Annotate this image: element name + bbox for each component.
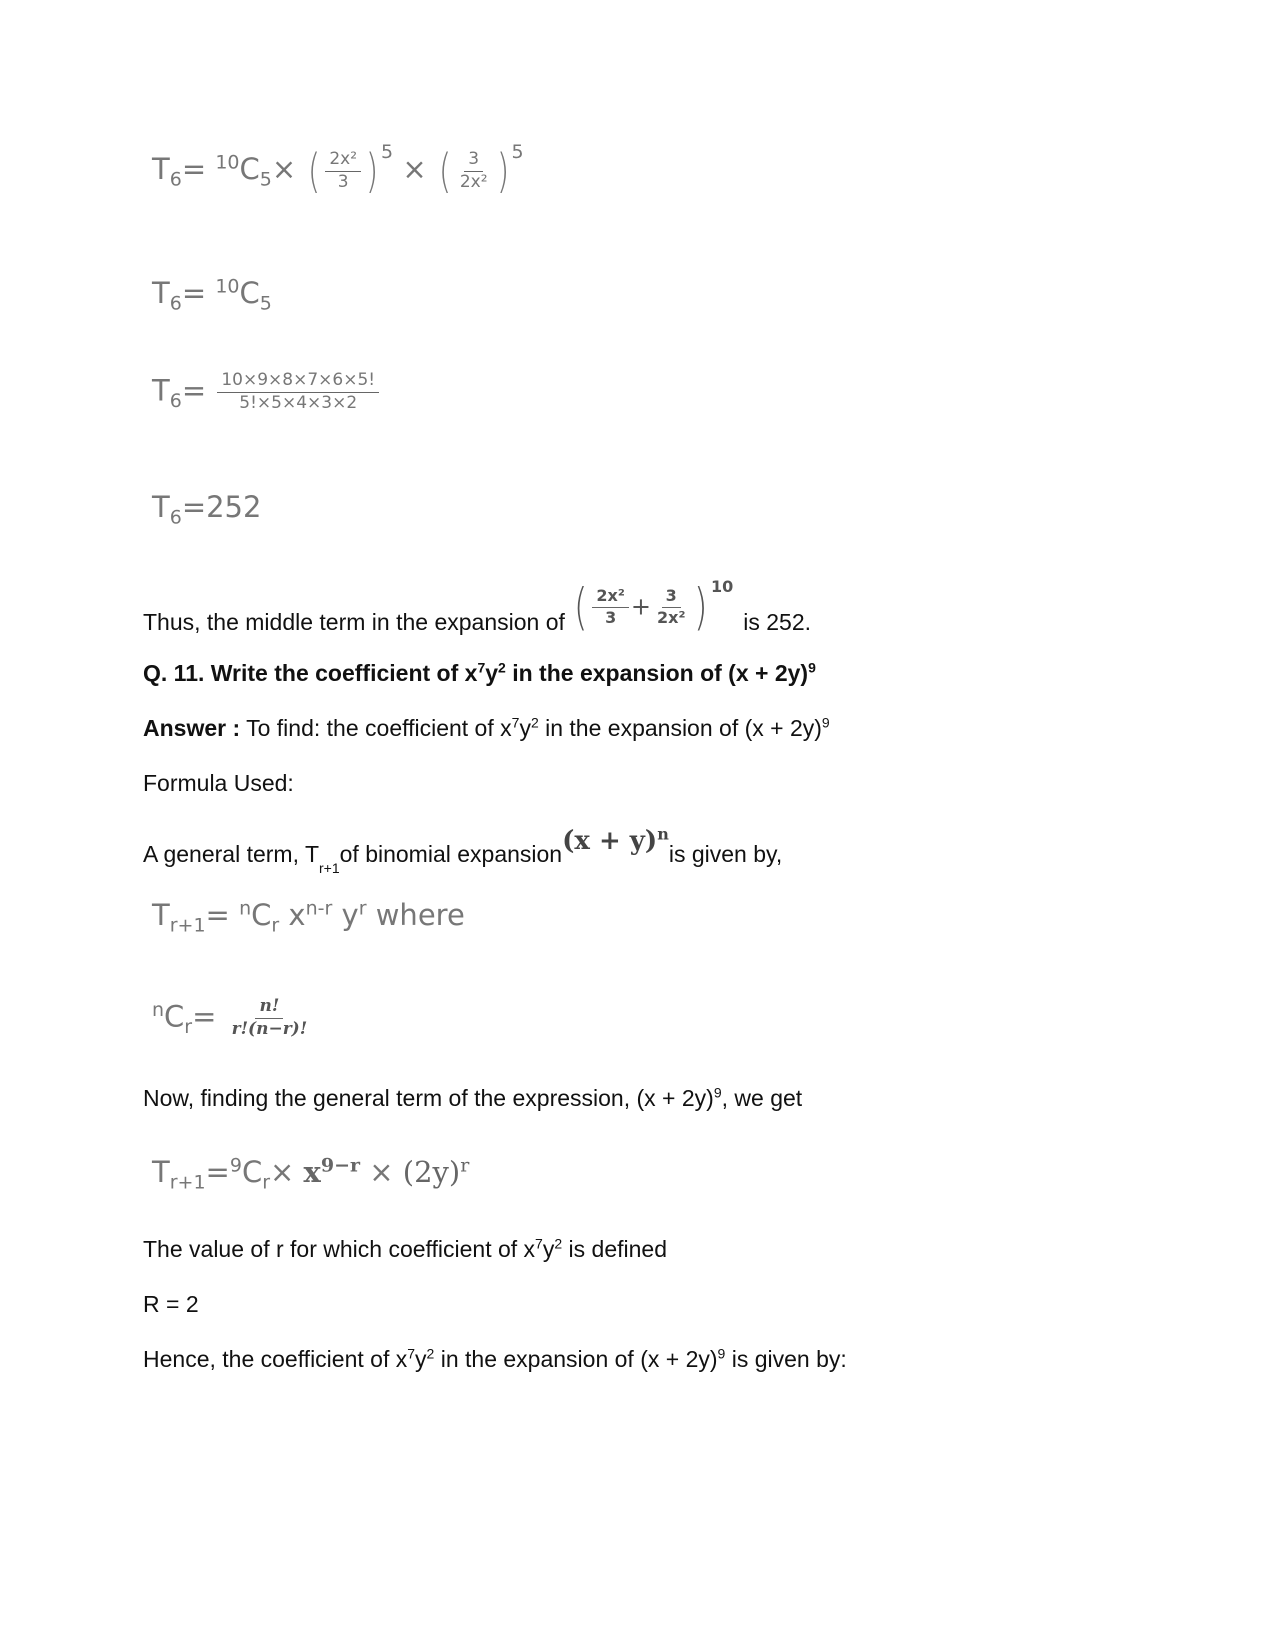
middle-term-statement: Thus, the middle term in the expansion of ( $\frac{\text{2x²}}{3}$ + $\frac{3}{\text{2x²}}$ ) $^{10}$ is 252.	[143, 577, 812, 636]
equation-t6-factorial: $T_6=$ $\frac{10\times 9\times 8\times 7\times 6\times 5!}{5!\times 5\times 4\times 3\times 2}$	[152, 372, 381, 413]
equation-t6-combination: $T_6= ^{10}C_5$	[152, 275, 272, 315]
formula-used-label: Formula Used:	[143, 770, 294, 796]
question-11: Q. 11. Write the coefficient of $x^7y^2$ in the expansion of $(x + 2y)^9$	[143, 659, 816, 686]
equation-t6-expansion: $T_6= ^{10}C_5\times$ ( $\frac{\text{2x²}}{3}$ ) $^5$ × ( $\frac{3}{\text{2x²}}$ ) $^5$	[152, 141, 524, 198]
hence-statement: Hence, the coefficient of $x^7y^2$ in the expansion of $(x + 2y)^9$ is given by:	[143, 1345, 847, 1372]
value-of-r-statement: The value of r for which coefficient of $x^7y^2$ is defined	[143, 1235, 667, 1262]
now-finding-statement: Now, finding the general term of the expression, $(x + 2y)^9$, we get	[143, 1084, 803, 1111]
general-term-statement: A general term, T r+1 of binomial expansion $(x + y)^n$ is given by,	[143, 824, 783, 876]
equation-t6-result: $T_6=252$	[152, 490, 262, 529]
answer-label: Answer :	[143, 715, 241, 741]
answer-intro: Answer : To find: the coefficient of $x^7y^2$ in the expansion of $(x + 2y)^9$	[143, 714, 830, 741]
r-value: R = 2	[143, 1291, 199, 1317]
equation-general-term: $T_{r+1}= ^nC_r$ $x^{n-r}$ $y^r$ where	[152, 897, 465, 937]
equation-combination-formula: $^nC_r=$ $\frac{n!}{r!(n-r)!}$	[152, 996, 308, 1039]
equation-specific-term: $T_{r+1}=^9C_r\times x^{9-r} \times (2y)^r$	[152, 1154, 470, 1194]
